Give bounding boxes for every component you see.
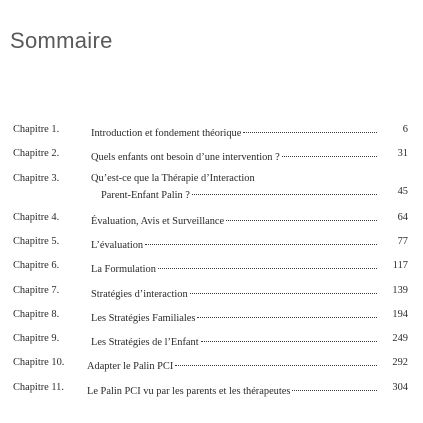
chapter-number: Chapitre 4. xyxy=(13,212,60,223)
dot-leader xyxy=(175,356,377,369)
page-number: 6 xyxy=(402,124,408,135)
chapter-number: Chapitre 11. xyxy=(13,382,64,393)
dot-leader xyxy=(226,211,377,224)
chapter-number: Chapitre 5. xyxy=(13,236,60,247)
dot-leader xyxy=(158,259,377,272)
chapter-number: Chapitre 8. xyxy=(13,309,60,320)
page-number: 77 xyxy=(397,236,408,247)
toc-entry-title-line xyxy=(87,381,379,398)
chapter-number: Chapitre 9. xyxy=(13,333,60,344)
chapter-title: Stratégies d’interaction xyxy=(91,289,188,300)
page-number: 249 xyxy=(392,333,408,344)
page-number: 31 xyxy=(397,148,408,159)
toc-entry-title-line xyxy=(91,123,379,140)
toc-entry-title-line xyxy=(101,185,379,202)
dot-leader xyxy=(192,185,377,198)
chapter-title-line2: Parent-Enfant Palin ? xyxy=(101,190,190,201)
page-number: 292 xyxy=(392,357,408,368)
page-number: 45 xyxy=(397,186,408,197)
toc-entry-title-line xyxy=(87,356,379,373)
chapter-number: Chapitre 10. xyxy=(13,357,65,368)
toc-entry-title-line xyxy=(91,284,379,301)
chapter-title: L’évaluation xyxy=(91,240,144,251)
page-number: 64 xyxy=(397,212,408,223)
page-number: 117 xyxy=(392,260,408,271)
dot-leader xyxy=(197,308,377,321)
chapter-number: Chapitre 7. xyxy=(13,285,60,296)
toc-entry-title-line xyxy=(91,332,379,349)
page-number: 139 xyxy=(392,285,408,296)
page-number: 194 xyxy=(392,309,408,320)
page-number: 304 xyxy=(392,382,408,393)
chapter-number: Chapitre 3. xyxy=(13,173,60,184)
chapter-title: Adapter le Palin PCI xyxy=(87,361,174,372)
chapter-number: Chapitre 2. xyxy=(13,148,60,159)
chapter-title: Les Stratégies Familiales xyxy=(91,313,196,324)
dot-leader xyxy=(201,332,377,345)
toc-entry-title-line xyxy=(91,211,379,228)
toc-entry-title-line xyxy=(91,147,379,164)
toc-entry-title-line xyxy=(91,308,379,325)
dot-leader xyxy=(243,123,377,136)
page-title: Sommaire xyxy=(10,28,113,53)
toc-entry-title-line xyxy=(91,172,379,185)
chapter-number: Chapitre 6. xyxy=(13,260,60,271)
chapter-title: Le Palin PCI vu par les parents et les thérapeutes xyxy=(87,386,291,397)
chapter-title: Quels enfants ont besoin d’une intervention ? xyxy=(91,152,280,163)
dot-leader xyxy=(292,381,377,394)
chapter-title: Qu’est-ce que la Thérapie d’Interaction xyxy=(91,173,255,184)
chapter-title: Évaluation, Avis et Surveillance xyxy=(91,216,225,227)
toc-entry-title-line xyxy=(91,259,379,276)
dot-leader xyxy=(282,147,377,160)
chapter-title: Les Stratégies de l’Enfant xyxy=(91,337,199,348)
dot-leader xyxy=(145,235,377,248)
toc-entry-title-line xyxy=(91,235,379,252)
chapter-title: Introduction et fondement théorique xyxy=(91,128,242,139)
dot-leader xyxy=(190,284,377,297)
chapter-title: La Formulation xyxy=(91,264,156,275)
chapter-number: Chapitre 1. xyxy=(13,124,60,135)
